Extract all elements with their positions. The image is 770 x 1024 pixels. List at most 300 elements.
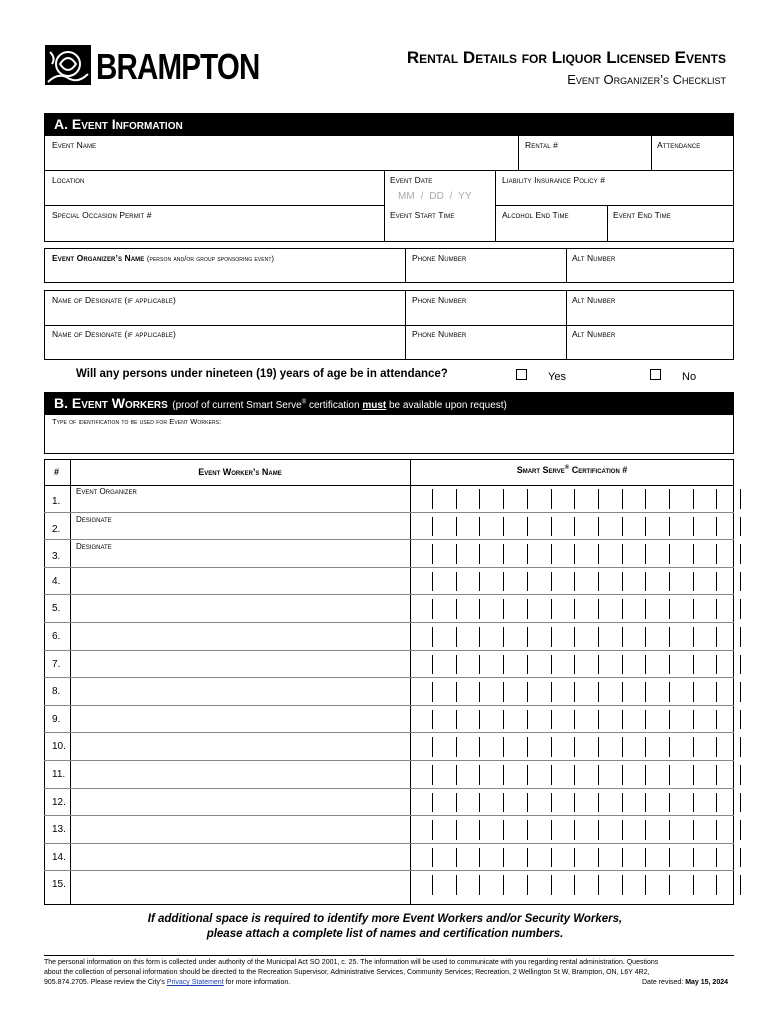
cert-digit-cell[interactable] (527, 793, 550, 813)
cert-digit-cell[interactable] (456, 544, 479, 564)
col-cert-header: Smart Serve® Certification # (516, 465, 628, 475)
cert-digit-cell[interactable] (598, 682, 621, 702)
cert-digit-cell[interactable] (432, 682, 455, 702)
table-row (44, 513, 734, 541)
organizer-alt-field[interactable]: Alt Number (572, 253, 616, 263)
cert-digit-cell[interactable] (503, 544, 526, 564)
cert-digit-cell[interactable] (622, 489, 645, 509)
cert-digit-cell[interactable] (456, 820, 479, 840)
cert-digit-cell[interactable] (693, 544, 716, 564)
cert-digit-cell[interactable] (574, 517, 597, 537)
certification-number-field[interactable] (410, 706, 734, 734)
cert-digit-cell[interactable] (456, 875, 479, 895)
cert-digit-cell[interactable] (503, 820, 526, 840)
row-number: 6. (52, 631, 61, 642)
cert-digit-cell[interactable] (645, 517, 668, 537)
section-b-note: (proof of current Smart Serve® certification must be available upon request) (172, 399, 507, 411)
cert-digit-cell[interactable] (479, 655, 502, 675)
cert-digit-cell[interactable] (669, 765, 692, 785)
designate-alt-field-2[interactable]: Alt Number (572, 329, 616, 339)
cert-digit-cell[interactable] (551, 765, 574, 785)
cert-digit-cell[interactable] (598, 820, 621, 840)
designate-alt-field-1[interactable]: Alt Number (572, 295, 616, 305)
cert-digit-cell[interactable] (740, 572, 763, 592)
cert-digit-cell[interactable] (669, 544, 692, 564)
cert-digit-cell[interactable] (693, 737, 716, 757)
cert-digit-cell[interactable] (598, 544, 621, 564)
cert-digit-cell[interactable] (551, 710, 574, 730)
cert-digit-cell[interactable] (598, 489, 621, 509)
cert-digit-cell[interactable] (503, 848, 526, 868)
cert-digit-cell[interactable] (551, 572, 574, 592)
cert-digit-cell[interactable] (693, 627, 716, 647)
worker-name-field[interactable] (76, 570, 406, 594)
certification-number-field[interactable] (410, 623, 734, 651)
attendance-field[interactable]: Attendance (657, 140, 701, 150)
certification-number-field[interactable] (410, 844, 734, 872)
table-row (44, 733, 734, 761)
certification-number-field[interactable] (410, 540, 734, 568)
special-permit-field[interactable]: Special Occasion Permit # (52, 210, 152, 220)
cert-digit-cell[interactable] (432, 875, 455, 895)
cert-digit-cell[interactable] (598, 517, 621, 537)
liability-policy-field[interactable]: Liability Insurance Policy # (502, 175, 606, 185)
designate-name-field-1[interactable]: Name of Designate (if applicable) (52, 295, 176, 305)
event-start-field[interactable]: Event Start Time (390, 210, 455, 220)
cert-digit-cell[interactable] (716, 737, 739, 757)
cert-digit-cell[interactable] (574, 655, 597, 675)
section-a-header (44, 113, 734, 135)
cert-digit-cell[interactable] (574, 489, 597, 509)
cert-digit-cell[interactable] (598, 848, 621, 868)
organizer-name-note: (person and/or group sponsoring event) (146, 254, 275, 263)
cert-digit-cell[interactable] (527, 820, 550, 840)
cert-digit-cell[interactable] (598, 655, 621, 675)
certification-number-field[interactable] (410, 871, 734, 899)
table-row (44, 816, 734, 844)
section-a-title: A. Event Information (54, 116, 183, 132)
cert-digit-cell[interactable] (551, 848, 574, 868)
certification-number-field[interactable] (410, 568, 734, 596)
cert-digit-cell[interactable] (645, 875, 668, 895)
cert-digit-cell[interactable] (479, 737, 502, 757)
cert-digit-cell[interactable] (622, 517, 645, 537)
event-date-label: Event Date (390, 175, 433, 185)
cert-digit-cell[interactable] (456, 517, 479, 537)
cert-digit-cell[interactable] (645, 655, 668, 675)
cert-digit-cell[interactable] (716, 765, 739, 785)
cert-digit-cell[interactable] (432, 572, 455, 592)
cert-digit-cell[interactable] (456, 572, 479, 592)
cert-digit-cell[interactable] (598, 572, 621, 592)
cert-digit-cell[interactable] (551, 517, 574, 537)
cert-digit-cell[interactable] (598, 737, 621, 757)
cert-digit-cell[interactable] (693, 820, 716, 840)
cert-digit-cell[interactable] (456, 793, 479, 813)
section-b-title: B. Event Workers (54, 395, 168, 411)
cert-digit-cell[interactable] (740, 599, 763, 619)
cert-digit-cell[interactable] (669, 820, 692, 840)
id-type-field[interactable]: Type of identification to be used for Event Workers: (52, 417, 222, 426)
designate-phone-field-1[interactable]: Phone Number (412, 295, 467, 305)
cert-digit-cell[interactable] (645, 737, 668, 757)
cert-digit-cell[interactable] (622, 655, 645, 675)
cert-digit-cell[interactable] (669, 599, 692, 619)
cert-digit-cell[interactable] (669, 710, 692, 730)
cert-digit-cell[interactable] (527, 572, 550, 592)
cert-digit-cell[interactable] (598, 627, 621, 647)
cert-digit-cell[interactable] (456, 627, 479, 647)
table-row (44, 568, 734, 596)
cert-digit-cell[interactable] (716, 489, 739, 509)
cert-digit-cell[interactable] (479, 572, 502, 592)
cert-digit-cell[interactable] (432, 627, 455, 647)
yes-checkbox[interactable] (516, 369, 527, 380)
cert-digit-cell[interactable] (622, 765, 645, 785)
cert-digit-cell[interactable] (716, 627, 739, 647)
cert-digit-cell[interactable] (645, 599, 668, 619)
cert-digit-cell[interactable] (479, 544, 502, 564)
cert-digit-cell[interactable] (479, 793, 502, 813)
cert-digit-cell[interactable] (716, 875, 739, 895)
cert-digit-cell[interactable] (645, 820, 668, 840)
organizer-phone-field[interactable]: Phone Number (412, 253, 467, 263)
cert-digit-cell[interactable] (598, 765, 621, 785)
cert-digit-cell[interactable] (740, 517, 763, 537)
cert-digit-cell[interactable] (693, 489, 716, 509)
cert-digit-cell[interactable] (716, 793, 739, 813)
no-checkbox[interactable] (650, 369, 661, 380)
cert-digit-cell[interactable] (551, 737, 574, 757)
alcohol-end-field[interactable]: Alcohol End Time (502, 210, 569, 220)
cert-digit-cell[interactable] (503, 517, 526, 537)
cert-digit-cell[interactable] (503, 765, 526, 785)
cert-digit-cell[interactable] (645, 682, 668, 702)
table-row (44, 623, 734, 651)
cert-digit-cell[interactable] (551, 544, 574, 564)
cert-digit-cell[interactable] (693, 793, 716, 813)
cert-digit-cell[interactable] (503, 793, 526, 813)
cert-digit-cell[interactable] (574, 710, 597, 730)
cert-digit-cell[interactable] (574, 848, 597, 868)
table-row (44, 678, 734, 706)
worker-name-field[interactable] (76, 735, 406, 759)
certification-number-field[interactable] (410, 789, 734, 817)
cert-digit-cell[interactable] (479, 765, 502, 785)
cert-digit-cell[interactable] (527, 848, 550, 868)
cert-digit-cell[interactable] (716, 682, 739, 702)
row-number: 10. (52, 741, 66, 753)
cert-digit-cell[interactable] (716, 655, 739, 675)
cert-digit-cell[interactable] (503, 875, 526, 895)
cert-digit-cell[interactable] (645, 793, 668, 813)
cert-digit-cell[interactable] (740, 737, 763, 757)
cert-digit-cell[interactable] (479, 489, 502, 509)
cert-digit-cell[interactable] (622, 875, 645, 895)
worker-name-field[interactable] (76, 873, 406, 897)
cert-digit-cell[interactable] (740, 627, 763, 647)
cert-digit-cell[interactable] (574, 820, 597, 840)
cert-digit-cell[interactable] (527, 517, 550, 537)
cert-digit-cell[interactable] (669, 682, 692, 702)
row-number: 12. (52, 796, 66, 808)
cert-digit-cell[interactable] (693, 682, 716, 702)
cert-digit-cell[interactable] (527, 875, 550, 895)
worker-name-field[interactable]: Designate (76, 542, 112, 552)
cert-digit-cell[interactable] (622, 737, 645, 757)
worker-name-field[interactable]: Event Organizer (76, 487, 137, 496)
section-b-header (44, 392, 734, 414)
cert-digit-cell[interactable] (622, 627, 645, 647)
cert-digit-cell[interactable] (479, 875, 502, 895)
table-row (44, 595, 734, 623)
cert-digit-cell[interactable] (456, 765, 479, 785)
cert-digit-cell[interactable] (503, 627, 526, 647)
cert-digit-cell[interactable] (693, 848, 716, 868)
cert-digit-cell[interactable] (645, 627, 668, 647)
cert-digit-cell[interactable] (598, 875, 621, 895)
cert-digit-cell[interactable] (645, 489, 668, 509)
cert-digit-cell[interactable] (716, 848, 739, 868)
cert-digit-cell[interactable] (598, 710, 621, 730)
cert-digit-cell[interactable] (503, 682, 526, 702)
location-field[interactable]: Location (52, 175, 85, 185)
cert-digit-cell[interactable] (693, 599, 716, 619)
cert-digit-cell[interactable] (503, 489, 526, 509)
cert-digit-cell[interactable] (598, 793, 621, 813)
cert-digit-cell[interactable] (432, 765, 455, 785)
rental-number-field[interactable]: Rental # (525, 140, 558, 150)
cert-digit-cell[interactable] (716, 517, 739, 537)
privacy-statement-link[interactable]: Privacy Statement (166, 979, 224, 986)
cert-digit-cell[interactable] (432, 820, 455, 840)
cert-digit-cell[interactable] (456, 655, 479, 675)
worker-name-field[interactable] (76, 791, 406, 815)
cert-digit-cell[interactable] (432, 710, 455, 730)
cert-digit-cell[interactable] (551, 820, 574, 840)
cert-digit-cell[interactable] (669, 875, 692, 895)
cert-digit-cell[interactable] (479, 848, 502, 868)
certification-number-field[interactable] (410, 761, 734, 789)
row-number: 13. (52, 824, 66, 836)
cert-digit-cell[interactable] (551, 875, 574, 895)
cert-digit-cell[interactable] (622, 820, 645, 840)
cert-digit-cell[interactable] (551, 793, 574, 813)
cert-digit-cell[interactable] (669, 517, 692, 537)
cert-digit-cell[interactable] (432, 848, 455, 868)
cert-digit-cell[interactable] (716, 599, 739, 619)
cert-digit-cell[interactable] (432, 544, 455, 564)
certification-number-field[interactable] (410, 513, 734, 541)
cert-digit-cell[interactable] (716, 820, 739, 840)
cert-digit-cell[interactable] (432, 793, 455, 813)
event-info-box (44, 135, 734, 242)
cert-digit-cell[interactable] (740, 820, 763, 840)
cert-digit-cell[interactable] (740, 765, 763, 785)
table-row (44, 706, 734, 734)
certification-number-field[interactable] (410, 678, 734, 706)
cert-digit-cell[interactable] (574, 682, 597, 702)
cert-digit-cell[interactable] (574, 875, 597, 895)
cert-digit-cell[interactable] (527, 544, 550, 564)
cert-digit-cell[interactable] (432, 517, 455, 537)
cert-digit-cell[interactable] (740, 875, 763, 895)
additional-note-line1: If additional space is required to identify more Event Workers and/or Security Workers, (147, 913, 623, 925)
event-name-field[interactable]: Event Name (52, 140, 97, 150)
certification-number-field[interactable] (410, 816, 734, 844)
row-number: 15. (52, 879, 66, 891)
cert-digit-cell[interactable] (527, 710, 550, 730)
flower-logo-icon (44, 44, 92, 86)
row-number: 8. (52, 686, 61, 698)
additional-note-line2: please attach a complete list of names and certification numbers. (206, 928, 564, 940)
cert-digit-cell[interactable] (740, 793, 763, 813)
cert-digit-cell[interactable] (432, 737, 455, 757)
cert-digit-cell[interactable] (693, 875, 716, 895)
cert-digit-cell[interactable] (503, 572, 526, 592)
col-name-header: Event Worker’s Name (198, 467, 282, 477)
cert-digit-cell[interactable] (456, 682, 479, 702)
event-end-field[interactable]: Event End Time (613, 210, 671, 220)
cert-digit-cell[interactable] (740, 710, 763, 730)
cert-digit-cell[interactable] (622, 572, 645, 592)
worker-name-field[interactable] (76, 680, 406, 704)
cert-digit-cell[interactable] (669, 489, 692, 509)
certification-number-field[interactable] (410, 595, 734, 623)
table-row (44, 540, 734, 568)
cert-digit-cell[interactable] (527, 599, 550, 619)
cert-digit-cell[interactable] (456, 848, 479, 868)
cert-digit-cell[interactable] (693, 765, 716, 785)
cert-digit-cell[interactable] (479, 627, 502, 647)
cert-digit-cell[interactable] (574, 627, 597, 647)
cert-digit-cell[interactable] (622, 544, 645, 564)
privacy-line1: The personal information on this form is collected under authority of the Municipal Act SO 2001, c. 25. The information will be used to communicate with you regarding rental administration. Questions (44, 959, 659, 966)
cert-digit-cell[interactable] (716, 544, 739, 564)
cert-digit-cell[interactable] (622, 848, 645, 868)
certification-number-field[interactable] (410, 485, 734, 513)
cert-digit-cell[interactable] (645, 572, 668, 592)
cert-digit-cell[interactable] (456, 599, 479, 619)
cert-digit-cell[interactable] (432, 489, 455, 509)
worker-name-field[interactable] (76, 818, 406, 842)
cert-digit-cell[interactable] (574, 737, 597, 757)
cert-digit-cell[interactable] (456, 489, 479, 509)
cert-digit-cell[interactable] (645, 544, 668, 564)
cert-digit-cell[interactable] (740, 489, 763, 509)
cert-digit-cell[interactable] (669, 572, 692, 592)
cert-digit-cell[interactable] (527, 489, 550, 509)
cert-digit-cell[interactable] (622, 599, 645, 619)
certification-number-field[interactable] (410, 733, 734, 761)
worker-name-field[interactable] (76, 763, 406, 787)
date-revised: Date revised: May 15, 2024 (642, 979, 728, 986)
cert-digit-cell[interactable] (669, 655, 692, 675)
worker-name-field[interactable] (76, 653, 406, 677)
cert-digit-cell[interactable] (669, 793, 692, 813)
cert-digit-cell[interactable] (669, 848, 692, 868)
cert-digit-cell[interactable] (693, 655, 716, 675)
cert-digit-cell[interactable] (551, 489, 574, 509)
cert-digit-cell[interactable] (716, 572, 739, 592)
cert-digit-cell[interactable] (551, 627, 574, 647)
cert-digit-cell[interactable] (503, 710, 526, 730)
cert-digit-cell[interactable] (740, 655, 763, 675)
designate-name-field-2[interactable]: Name of Designate (if applicable) (52, 329, 176, 339)
table-row (44, 871, 734, 899)
additional-space-note (44, 912, 726, 942)
worker-name-field[interactable] (76, 625, 406, 649)
cert-digit-cell[interactable] (432, 655, 455, 675)
cert-digit-cell[interactable] (669, 627, 692, 647)
certification-number-field[interactable] (410, 651, 734, 679)
cert-digit-cell[interactable] (598, 599, 621, 619)
cert-digit-cell[interactable] (622, 710, 645, 730)
under-19-question: Will any persons under nineteen (19) years of age be in attendance? (76, 368, 448, 380)
cert-digit-cell[interactable] (527, 682, 550, 702)
worker-name-field[interactable] (76, 846, 406, 870)
cert-digit-cell[interactable] (527, 655, 550, 675)
organizer-name-field[interactable] (52, 253, 274, 263)
cert-digit-cell[interactable] (551, 599, 574, 619)
cert-digit-cell[interactable] (622, 793, 645, 813)
cert-digit-cell[interactable] (669, 737, 692, 757)
cert-digit-cell[interactable] (645, 765, 668, 785)
cert-digit-cell[interactable] (740, 848, 763, 868)
cert-digit-cell[interactable] (456, 737, 479, 757)
cert-digit-cell[interactable] (551, 655, 574, 675)
row-number: 4. (52, 575, 61, 587)
cert-digit-cell[interactable] (740, 544, 763, 564)
designate-phone-field-2[interactable]: Phone Number (412, 329, 467, 339)
cert-digit-cell[interactable] (503, 737, 526, 757)
cert-digit-cell[interactable] (622, 682, 645, 702)
cert-digit-cell[interactable] (432, 599, 455, 619)
cert-digit-cell[interactable] (456, 710, 479, 730)
cert-digit-cell[interactable] (479, 599, 502, 619)
row-number: 1. (52, 496, 61, 507)
cert-digit-cell[interactable] (574, 793, 597, 813)
cert-digit-cell[interactable] (693, 517, 716, 537)
worker-name-field[interactable] (76, 597, 406, 621)
cert-digit-cell[interactable] (574, 765, 597, 785)
cert-digit-cell[interactable] (693, 572, 716, 592)
cert-digit-cell[interactable] (740, 682, 763, 702)
cert-digit-cell[interactable] (527, 765, 550, 785)
cert-digit-cell[interactable] (503, 599, 526, 619)
cert-digit-cell[interactable] (479, 682, 502, 702)
cert-digit-cell[interactable] (574, 572, 597, 592)
worker-name-field[interactable]: Designate (76, 514, 112, 524)
cert-digit-cell[interactable] (551, 682, 574, 702)
cert-digit-cell[interactable] (503, 655, 526, 675)
cert-digit-cell[interactable] (479, 517, 502, 537)
cert-digit-cell[interactable] (527, 737, 550, 757)
cert-digit-cell[interactable] (716, 710, 739, 730)
table-row (44, 761, 734, 789)
worker-name-field[interactable] (76, 708, 406, 732)
cert-digit-cell[interactable] (645, 710, 668, 730)
cert-digit-cell[interactable] (479, 820, 502, 840)
cert-digit-cell[interactable] (693, 710, 716, 730)
event-date-input[interactable]: MM / DD / YY (398, 191, 472, 202)
cert-digit-cell[interactable] (574, 544, 597, 564)
cert-digit-cell[interactable] (645, 848, 668, 868)
page-title: Rental Details for Liquor Licensed Events (406, 48, 726, 67)
cert-digit-cell[interactable] (479, 710, 502, 730)
cert-digit-cell[interactable] (527, 627, 550, 647)
cert-digit-cell[interactable] (574, 599, 597, 619)
